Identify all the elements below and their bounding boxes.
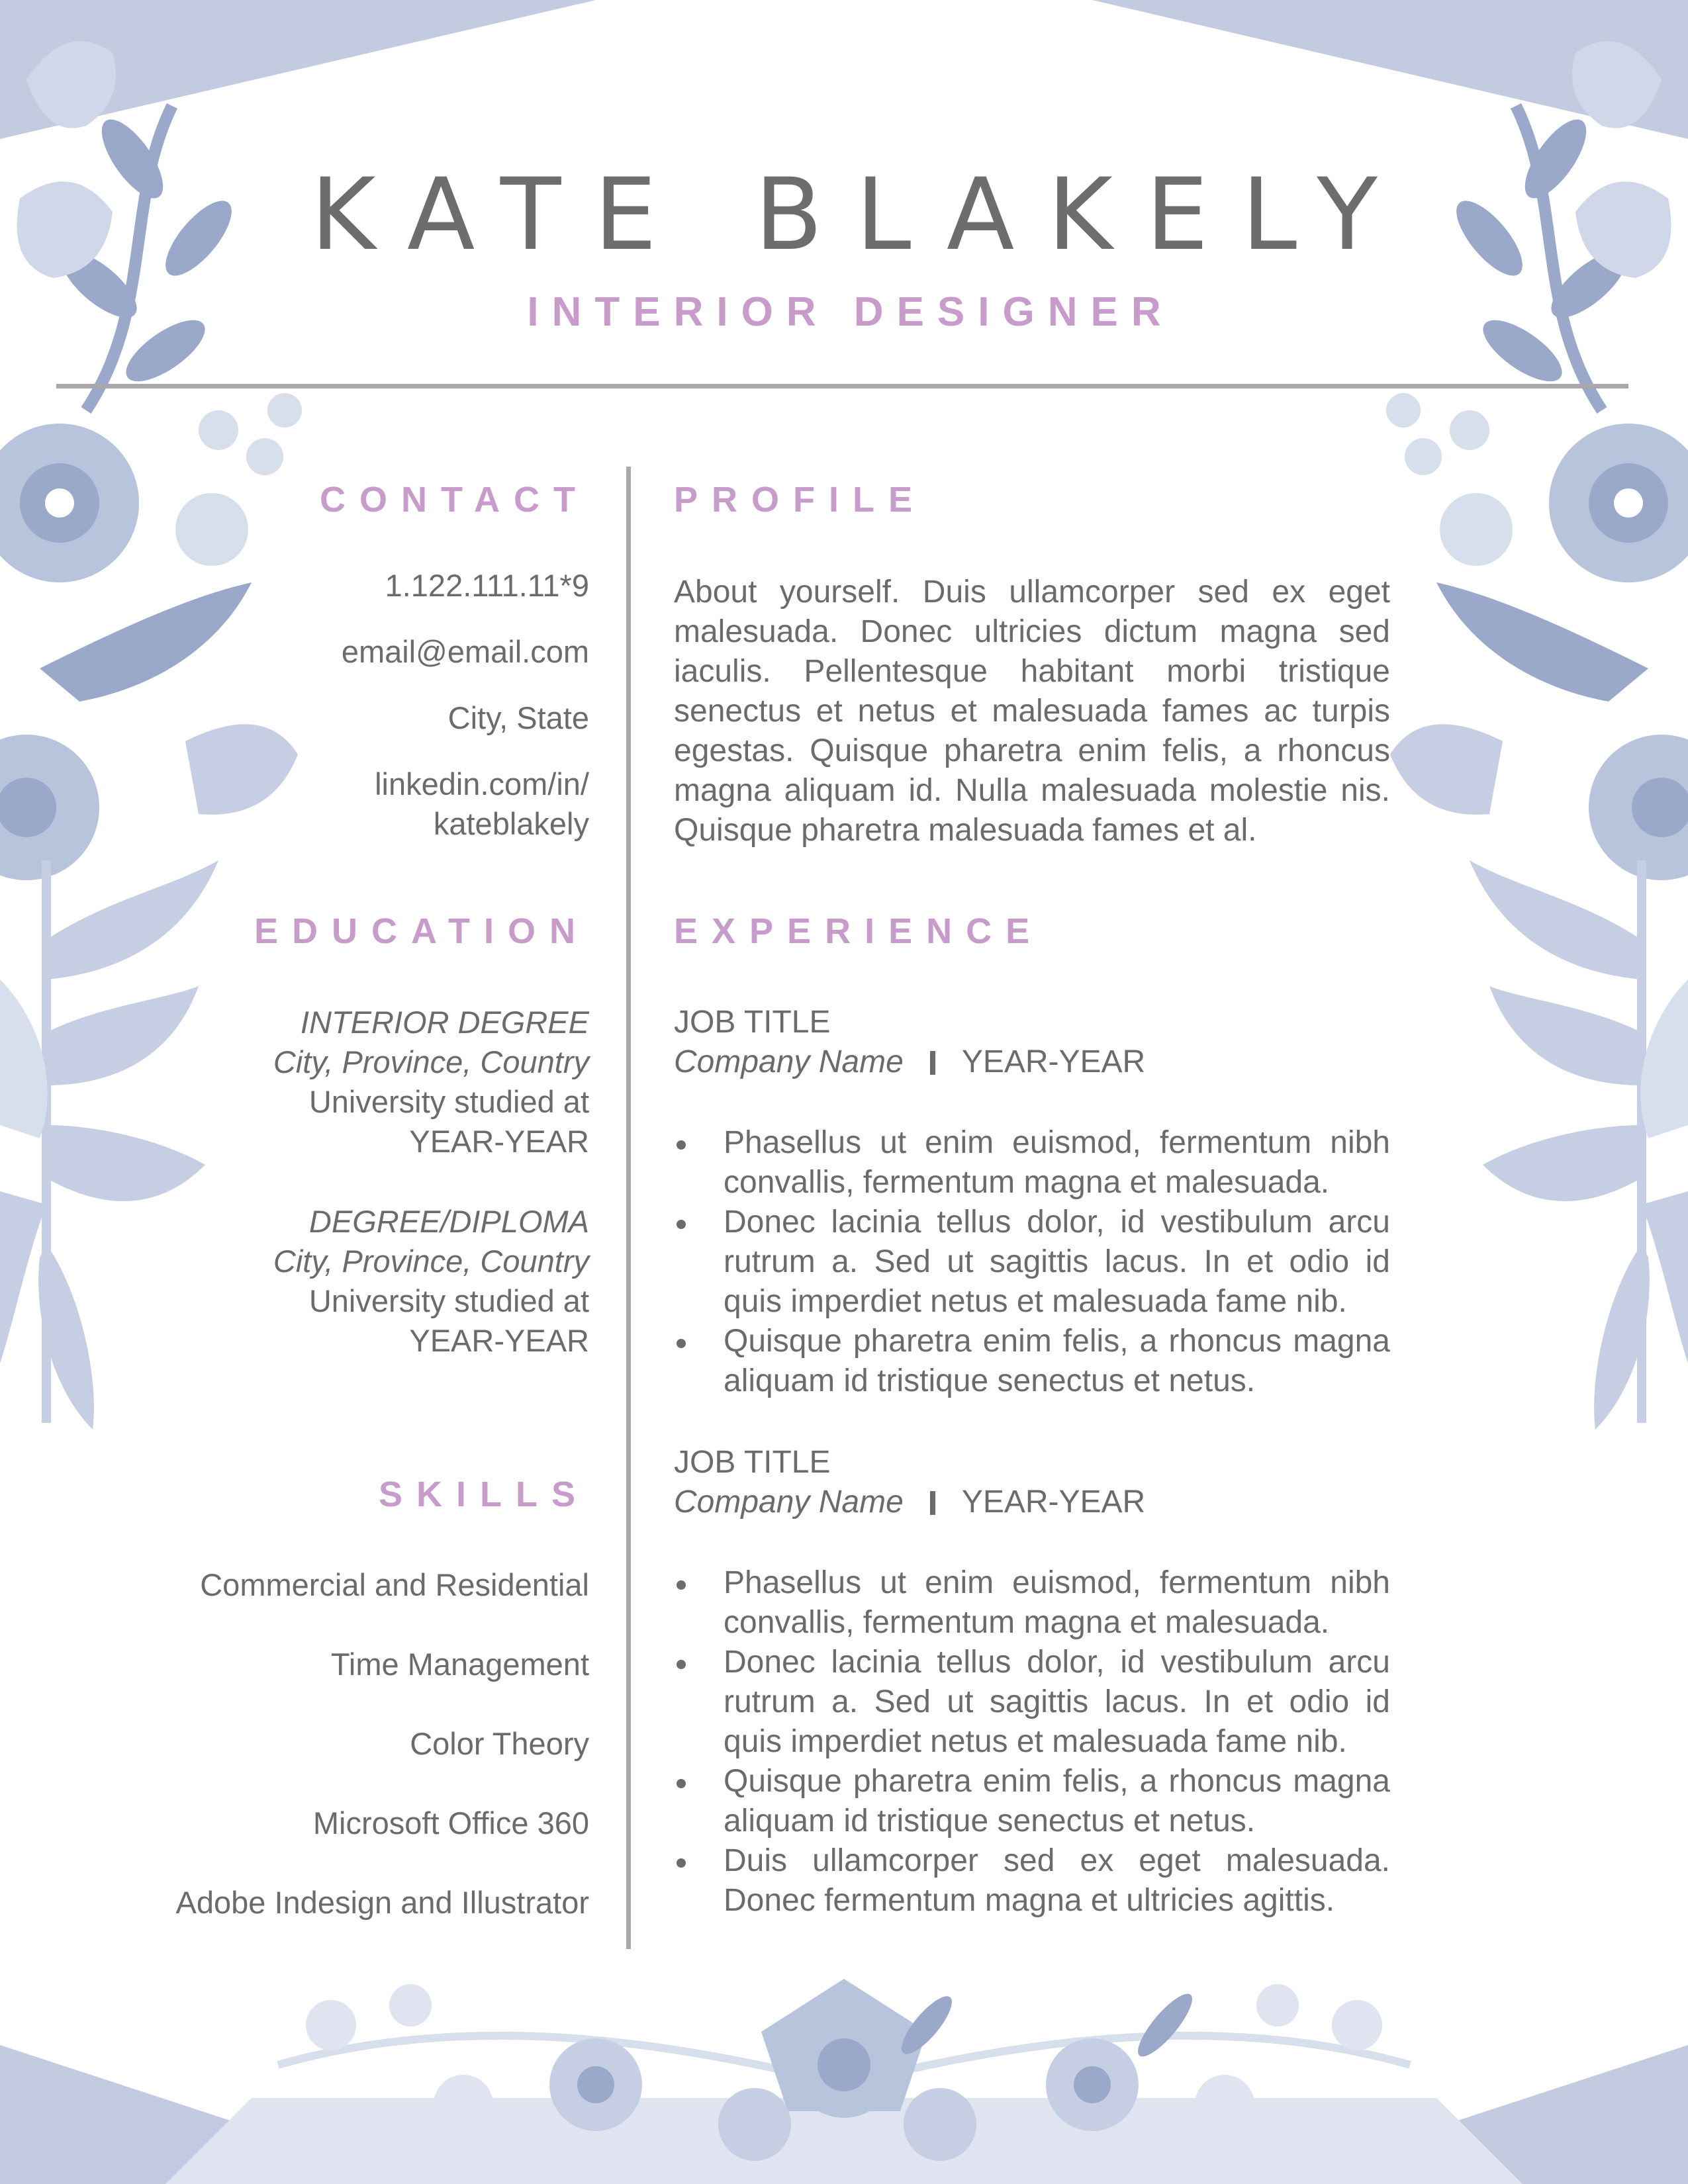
linkedin-line-1: linkedin.com/in/ — [375, 766, 589, 801]
experience-heading: EXPERIENCE — [674, 911, 1044, 951]
education-years: YEAR-YEAR — [409, 1323, 589, 1358]
bullet-item: Duis ullamcorper sed ex eget malesuada. Donec fermentum magna et ultricies agittis. — [674, 1841, 1390, 1921]
experience-entry — [674, 1003, 1390, 1401]
separator-bar — [930, 1051, 935, 1075]
skills-heading: SKILLS — [378, 1475, 589, 1514]
experience-entry — [674, 1443, 1390, 1921]
education-years: YEAR-YEAR — [409, 1124, 589, 1159]
experience-bullets — [674, 1563, 1390, 1921]
education-entry — [99, 1202, 589, 1361]
separator-bar — [930, 1491, 935, 1515]
profile-heading: PROFILE — [674, 480, 927, 520]
skill-item: Time Management — [330, 1647, 589, 1682]
experience-company: Company Name — [674, 1044, 904, 1079]
education-school: University studied at — [308, 1283, 589, 1318]
experience-job-title: JOB TITLE — [674, 1445, 831, 1480]
contact-email[interactable]: email@email.com — [341, 634, 589, 669]
skill-item: Microsoft Office 360 — [312, 1805, 589, 1841]
candidate-name: KATE BLAKELY — [310, 158, 1411, 273]
job-title-heading: INTERIOR DESIGNER — [527, 289, 1174, 335]
contact-location: City, State — [447, 700, 589, 735]
education-heading: EDUCATION — [254, 911, 589, 951]
experience-company-line — [674, 1042, 1390, 1082]
education-place: City, Province, Country — [273, 1244, 589, 1279]
experience-bullets — [674, 1123, 1390, 1401]
skill-item: Adobe Indesign and Illustrator — [175, 1885, 589, 1920]
contact-heading: CONTACT — [320, 480, 589, 520]
education-place: City, Province, Country — [273, 1044, 589, 1079]
experience-years: YEAR-YEAR — [961, 1044, 1146, 1079]
bullet-item: Donec lacinia tellus dolor, id vestibulum arcu rutrum a. Sed ut sagittis lacus. In et odio id quis imperdiet netus et malesuada fame nib. — [674, 1203, 1390, 1322]
experience-years: YEAR-YEAR — [961, 1484, 1146, 1520]
experience-company-line — [674, 1482, 1390, 1522]
profile-text: About yourself. Duis ullamcorper sed ex eget malesuada. Donec ultricies dictum magna sed iaculis. Pellentesque habitant morbi tristique senectus et netus et malesuada fames ac turpis egestas. Quisque pharetra enim felis, a rhoncus magna aliquam id. Nulla malesuada molestie nis. Quisque pharetra malesuada fames et al. — [674, 574, 1390, 848]
header-divider — [56, 384, 1628, 388]
skill-item: Commercial and Residential — [200, 1567, 589, 1602]
education-entry — [99, 1003, 589, 1161]
contact-linkedin[interactable] — [99, 764, 589, 844]
education-degree: INTERIOR DEGREE — [300, 1005, 589, 1040]
skill-item: Color Theory — [410, 1726, 589, 1761]
experience-job-title: JOB TITLE — [674, 1005, 831, 1040]
experience-company: Company Name — [674, 1484, 904, 1520]
bullet-item: Donec lacinia tellus dolor, id vestibulum arcu rutrum a. Sed ut sagittis lacus. In et odio id quis imperdiet netus et malesuada fame nib. — [674, 1643, 1390, 1762]
bullet-item: Quisque pharetra enim felis, a rhoncus magna aliquam id tristique senectus et netus. — [674, 1762, 1390, 1841]
column-divider — [626, 467, 631, 1949]
bullet-item: Quisque pharetra enim felis, a rhoncus magna aliquam id tristique senectus et netus. — [674, 1322, 1390, 1401]
bullet-item: Phasellus ut enim euismod, fermentum nibh convallis, fermentum magna et malesuada. — [674, 1563, 1390, 1643]
linkedin-line-2: kateblakely — [433, 806, 589, 841]
contact-phone: 1.122.111.11*9 — [385, 568, 589, 603]
education-degree: DEGREE/DIPLOMA — [308, 1204, 589, 1239]
education-school: University studied at — [308, 1084, 589, 1119]
bullet-item: Phasellus ut enim euismod, fermentum nibh convallis, fermentum magna et malesuada. — [674, 1123, 1390, 1203]
